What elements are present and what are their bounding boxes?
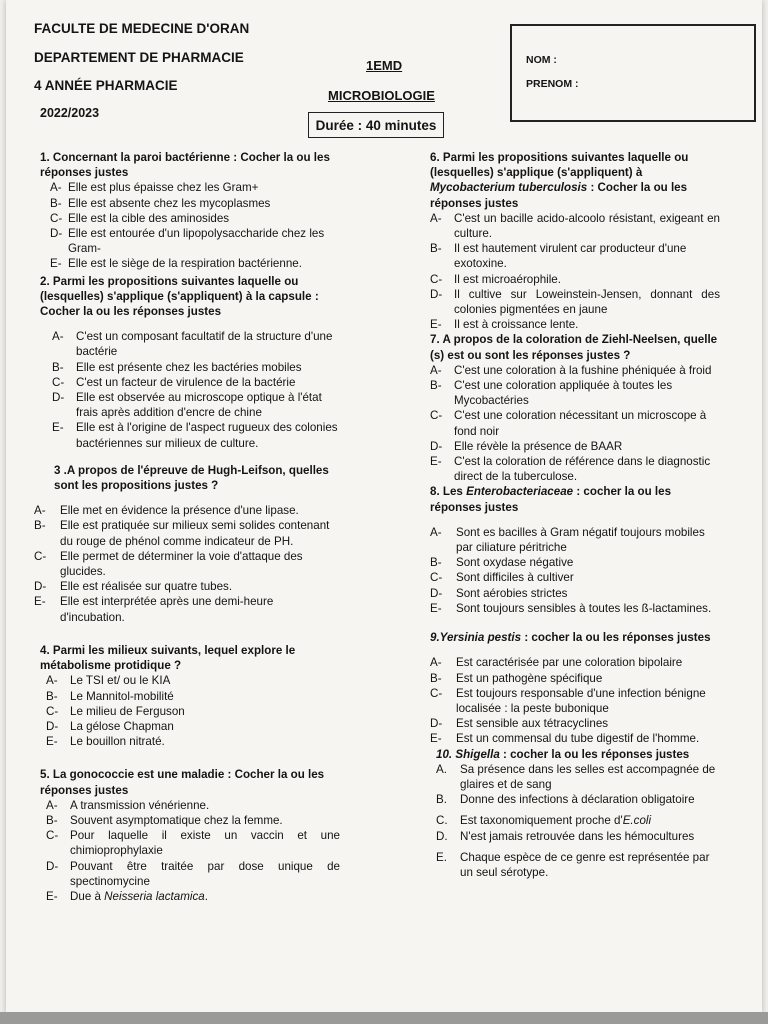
academic-year: 2022/2023 [40,106,100,120]
option-item: C- Elle permet de déterminer la voie d'attaque des glucides. [34,549,303,579]
option-item: D- Sont aérobies strictes [430,586,568,600]
exam-code: 1EMD [366,58,403,73]
option-item: A- Elle est plus épaisse chez les Gram+ [50,181,259,195]
question-8-stem: 8. Les Enterobacteriaceae : cocher la ou les réponses justes [430,485,672,514]
option-item: D. N'est jamais retrouvée dans les hémocultures [436,829,695,843]
option-item: E- Elle est à l'origine de l'aspect rugueux des colonies bactériennes sur milieux de culture. [52,421,338,450]
duration-text: Durée : 40 minutes [315,117,437,133]
question-7-options [430,363,720,485]
option-item: D- Est sensible aux tétracyclines [430,717,609,731]
option-item: B- Est un pathogène spécifique [430,671,603,685]
option-item: B. Donne des infections à déclaration obligatoire [436,793,695,807]
option-item: B- Elle est absente chez les mycoplasmes [50,196,271,210]
question-3-options [34,503,340,625]
option-item: D- Elle est entourée d'un lipopolysaccharide chez les Gram- [50,227,325,256]
right-column [430,150,720,880]
duration-box [308,112,444,138]
question-6-stem: 6. Parmi les propositions suivantes laquelle ou (lesquelles) s'applique (s'appliquent) à Mycobacterium tuberculosis : Cocher la ou les réponses justes [430,151,689,210]
option-item: B- Elle est présente chez les bactéries mobiles [52,360,302,374]
question-9-stem: 9.Yersinia pestis : cocher la ou les réponses justes [430,631,711,645]
option-item: A- Elle met en évidence la présence d'une lipase. [34,504,299,518]
question-4-options [40,673,340,749]
option-item: A- C'est un composant facultatif de la structure d'une bactérie [52,330,333,359]
scan-bottom-edge [0,1012,768,1024]
option-item: C- Pour laquelle il existe un vaccin et une chimioprophylaxie [46,829,340,858]
question-2-options [40,329,340,451]
option-item: E- Elle est le siège de la respiration bactérienne. [50,257,302,271]
question-9-options [430,655,720,746]
option-item: B- Il est hautement virulent car producteur d'une exotoxine. [430,242,687,271]
option-item: B- Sont oxydase négative [430,556,574,570]
year-level: 4 ANNÉE PHARMACIE [34,78,178,93]
option-item: A. Sa présence dans les selles est accompagnée de glaires et de sang [436,762,716,791]
question-5-options [40,798,340,904]
question-4-stem: 4. Parmi les milieux suivants, lequel explore le métabolisme protidique ? [40,643,296,673]
option-item: D- Il cultive sur Loweinstein-Jensen, donnant des colonies pigmentées en jaune [430,287,720,317]
option-item: E- Le bouillon nitraté. [46,735,165,749]
option-item: B- Souvent asymptomatique chez la femme. [46,813,283,827]
department-title: DEPARTEMENT DE PHARMACIE [34,50,244,65]
option-item: A- Sont es bacilles à Gram négatif toujours mobiles par ciliature péritriche [430,525,705,555]
option-item: A- Le TSI et/ ou le KIA [46,674,171,688]
question-10-options [430,762,720,880]
option-item: C- Le milieu de Ferguson [46,704,185,718]
question-5-stem: 5. La gonococcie est une maladie : Cocher la ou les réponses justes [40,768,325,797]
option-item: C- Elle est la cible des aminosides [50,211,230,225]
question-2-stem: 2. Parmi les propositions suivantes laquelle ou (lesquelles) s'applique (s'appliquent) à la capsule : Cocher la ou les réponses justes [40,274,319,319]
option-item: C- Est toujours responsable d'une infection bénigne localisée : la peste bubonique [430,686,706,715]
option-item: E. Chaque espèce de ce genre est représentée par un seul sérotype. [436,850,710,879]
name-label: NOM : [526,54,557,66]
question-10-stem: 10. Shigella : cocher la ou les réponses justes [436,747,690,761]
left-column [34,150,340,904]
option-item: E- Due à Neisseria lactamica. [46,889,208,903]
option-item: D- Elle est réalisée sur quatre tubes. [34,580,233,594]
option-item: E- Sont toujours sensibles à toutes les ß-lactamines. [430,601,712,615]
option-item: C- C'est un facteur de virulence de la bactérie [52,375,296,389]
option-item: B- C'est une coloration appliquée à toutes les Mycobactéries [430,379,673,408]
student-id-box [510,24,756,122]
subject-title: MICROBIOLOGIE [328,88,435,103]
question-1-stem: 1. Concernant la paroi bactérienne : Cocher la ou les réponses justes [40,151,330,180]
option-item: B- Le Mannitol-mobilité [46,689,174,703]
question-3-stem: 3 .A propos de l'épreuve de Hugh-Leifson, quelles sont les propositions justes ? [54,463,329,493]
question-1-options [40,180,340,271]
firstname-label: PRENOM : [526,78,579,90]
option-item: C- Il est microaérophile. [430,272,561,286]
option-item: E- Est un commensal du tube digestif de l'homme. [430,732,700,746]
option-item: B- Elle est pratiquée sur milieux semi solides contenant du rouge de phénol comme indicateur de PH. [34,519,330,548]
option-item: D- Elle est observée au microscope optique à l'état frais après addition d'encre de chine [52,391,322,420]
option-item: D- Pouvant être traitée par dose unique de spectinomycine [46,859,340,888]
option-item: C- Sont difficiles à cultiver [430,571,574,585]
option-item: C. Est taxonomiquement proche d'E.coli [436,814,652,828]
faculty-title: FACULTE DE MEDECINE D'ORAN [34,21,250,36]
option-item: A- C'est une coloration à la fushine phéniquée à froid [430,363,712,377]
question-7-stem: 7. A propos de la coloration de Ziehl-Neelsen, quelle (s) est ou sont les réponses justes ? [430,333,718,362]
option-item: C- C'est une coloration nécessitant un microscope à fond noir [430,409,707,438]
option-item: D- Elle révèle la présence de BAAR [430,439,623,453]
option-item: E- Il est à croissance lente. [430,318,579,332]
question-6-options [430,211,720,333]
option-item: A- C'est un bacille acido-alcoolo résistant, exigeant en culture. [430,211,720,241]
option-item: E- C'est la coloration de référence dans le diagnostic direct de la tuberculose. [430,455,711,484]
option-item: A- A transmission vénérienne. [46,798,210,812]
option-item: E- Elle est interprétée après une demi-heure d'incubation. [34,595,274,624]
option-item: A- Est caractérisée par une coloration bipolaire [430,656,683,670]
option-item: D- La gélose Chapman [46,719,174,733]
question-8-options [430,525,720,616]
